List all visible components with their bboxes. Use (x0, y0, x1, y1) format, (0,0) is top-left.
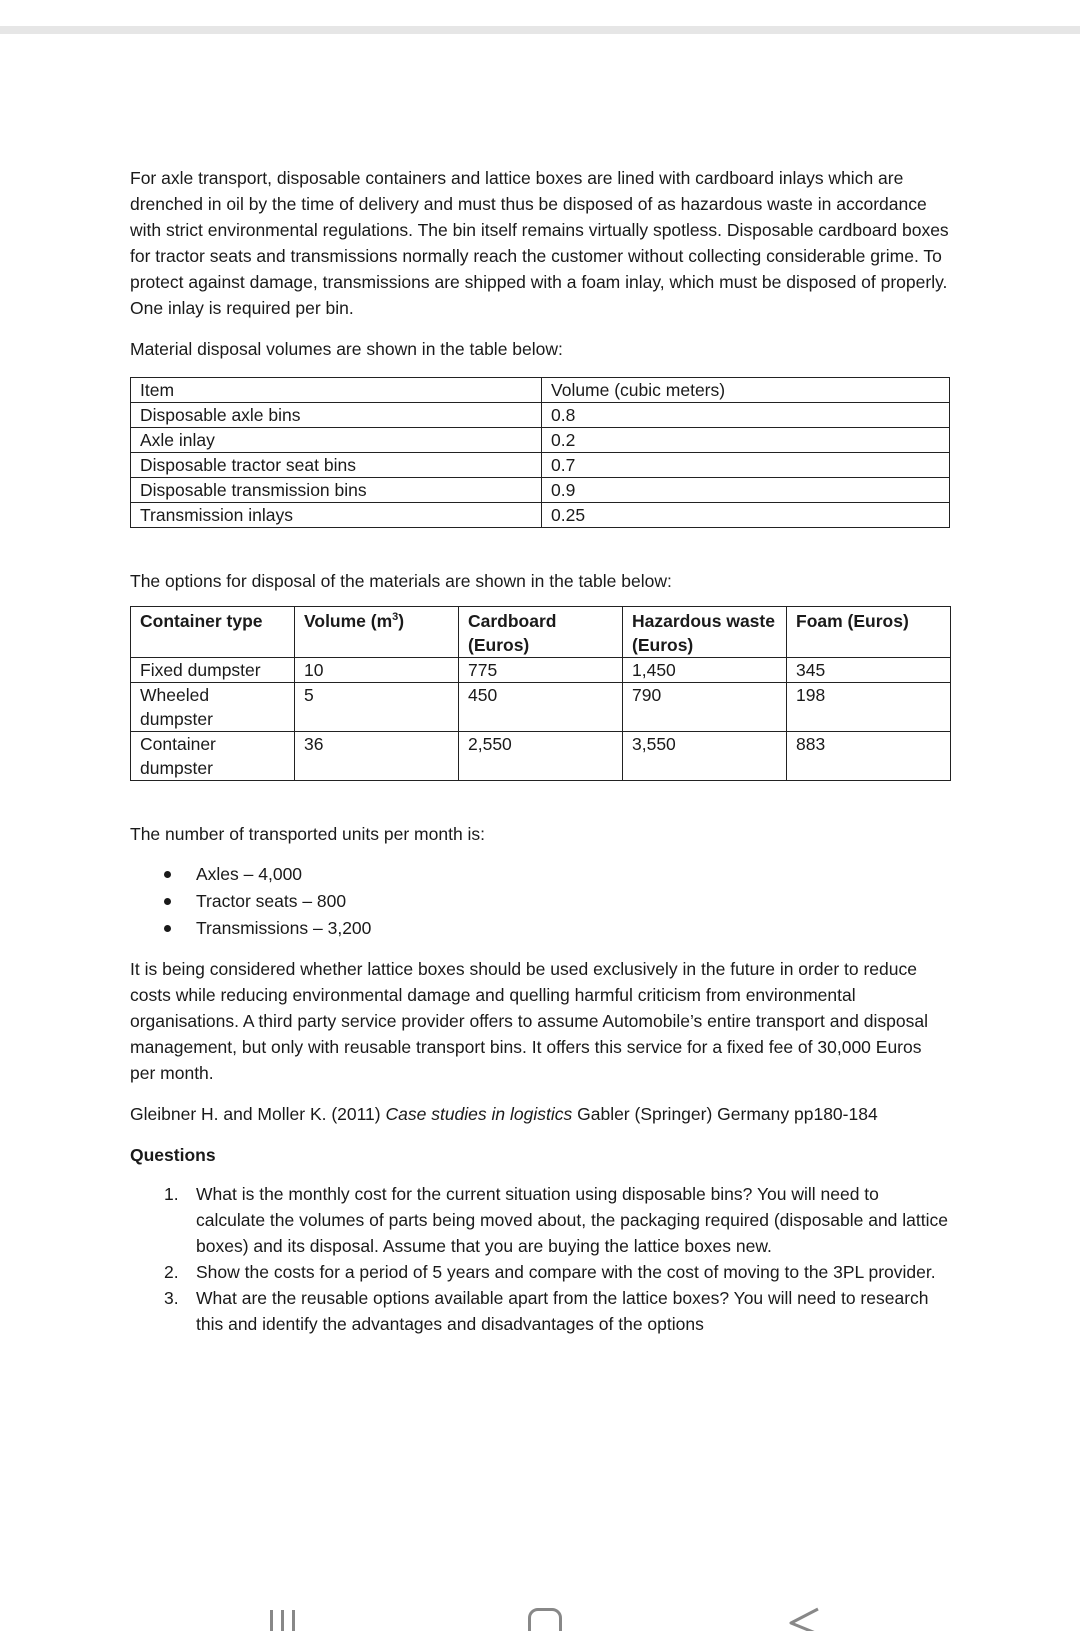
questions-heading: Questions (130, 1145, 216, 1165)
units-list (130, 861, 950, 942)
table-header-cell: Container type (131, 607, 295, 658)
disposal-table-intro: The options for disposal of the materials are shown in the table below: (130, 571, 672, 591)
table-cell: 345 (787, 658, 951, 683)
reference-authors: Gleibner H. and Moller K. (2011) (130, 1104, 386, 1124)
table-cell: 0.8 (542, 403, 950, 428)
list-item: Axles – 4,000 (130, 861, 950, 888)
table-cell: Wheeled dumpster (131, 683, 295, 732)
volume-header-sup: 3 (392, 611, 399, 624)
table-row (131, 732, 951, 781)
table-cell: 883 (787, 732, 951, 781)
table-cell: 450 (459, 683, 623, 732)
table-row (131, 403, 950, 428)
table-cell: Disposable axle bins (131, 403, 542, 428)
question-text: What is the monthly cost for the current situation using disposable bins? You will need to calculate the volumes of parts being moved about, the packaging required (disposable and lattice boxes) and its disposal. Assume that you are buying the lattice boxes new. (196, 1184, 948, 1256)
volume-header-suffix: ) (398, 611, 405, 631)
question-item (130, 1285, 950, 1337)
question-text: What are the reusable options available apart from the lattice boxes? You will need to research this and identify the advantages and disadvantages of the options (196, 1288, 929, 1334)
volume-table (130, 377, 950, 528)
table-cell: Transmission inlays (131, 503, 542, 528)
list-item: Transmissions – 3,200 (130, 915, 950, 942)
table-row (131, 658, 951, 683)
table-cell: 10 (295, 658, 459, 683)
question-item (130, 1259, 950, 1285)
question-text: Show the costs for a period of 5 years and compare with the cost of moving to the 3PL provider. (196, 1262, 936, 1282)
back-icon[interactable] (786, 1606, 822, 1631)
table-cell: 775 (459, 658, 623, 683)
table-cell: 1,450 (623, 658, 787, 683)
table-row (131, 503, 950, 528)
units-intro: The number of transported units per month is: (130, 824, 486, 844)
home-icon[interactable] (528, 1608, 562, 1631)
table-cell: 0.7 (542, 453, 950, 478)
volume-header-text: Volume (m (304, 611, 393, 631)
table-header-cell: Hazardous waste (Euros) (623, 607, 787, 658)
questions-list (130, 1181, 950, 1337)
volume-table-intro: Material disposal volumes are shown in the table below: (130, 339, 563, 359)
table-cell: Fixed dumpster (131, 658, 295, 683)
navigation-bar (0, 1596, 1080, 1631)
table-header-cell: Item (131, 378, 542, 403)
table-header-cell: Volume (cubic meters) (542, 378, 950, 403)
question-item (130, 1181, 950, 1259)
table-header-row (131, 607, 951, 658)
document-body (130, 165, 950, 1337)
table-cell: Disposable tractor seat bins (131, 453, 542, 478)
list-item: Tractor seats – 800 (130, 888, 950, 915)
table-row (131, 683, 951, 732)
reference (130, 1101, 950, 1127)
table-row (131, 478, 950, 503)
table-row (131, 378, 950, 403)
table-cell: Container dumpster (131, 732, 295, 781)
reference-title: Case studies in logistics (385, 1104, 573, 1124)
question-number: 2. (164, 1262, 179, 1282)
disposal-table (130, 606, 951, 781)
consideration-paragraph: It is being considered whether lattice boxes should be used exclusively in the future in order to reduce costs while reducing environmental damage and quelling harmful criticism from environmental organisations. A third party service provider offers to assume Automobile’s entire transport and disposal management, but only with reusable transport bins. It offers this service for a fixed fee of 30,000 Euros per month. (130, 959, 928, 1083)
table-cell: 0.25 (542, 503, 950, 528)
intro-paragraph: For axle transport, disposable containers and lattice boxes are lined with cardboard inlays which are drenched in oil by the time of delivery and must thus be disposed of as hazardous waste in accordance with strict environmental regulations. The bin itself remains virtually spotless. Disposable cardboard boxes for tractor seats and transmissions normally reach the customer without collecting considerable grime. To protect against damage, transmissions are shipped with a foam inlay, which must be disposed of properly. One inlay is required per bin. (130, 168, 949, 318)
question-number: 1. (164, 1184, 179, 1204)
table-cell: 0.9 (542, 478, 950, 503)
table-cell: 0.2 (542, 428, 950, 453)
table-row (131, 428, 950, 453)
recent-apps-icon[interactable] (270, 1610, 308, 1631)
table-cell: Disposable transmission bins (131, 478, 542, 503)
reference-publisher: Gabler (Springer) Germany pp180-184 (572, 1104, 878, 1124)
table-row (131, 453, 950, 478)
table-cell: Axle inlay (131, 428, 542, 453)
table-cell: 3,550 (623, 732, 787, 781)
table-cell: 36 (295, 732, 459, 781)
table-header-cell: Cardboard (Euros) (459, 607, 623, 658)
table-cell: 5 (295, 683, 459, 732)
table-cell: 198 (787, 683, 951, 732)
question-number: 3. (164, 1288, 179, 1308)
table-header-cell (295, 607, 459, 658)
table-cell: 2,550 (459, 732, 623, 781)
table-cell: 790 (623, 683, 787, 732)
table-header-cell: Foam (Euros) (787, 607, 951, 658)
top-bar (0, 26, 1080, 34)
